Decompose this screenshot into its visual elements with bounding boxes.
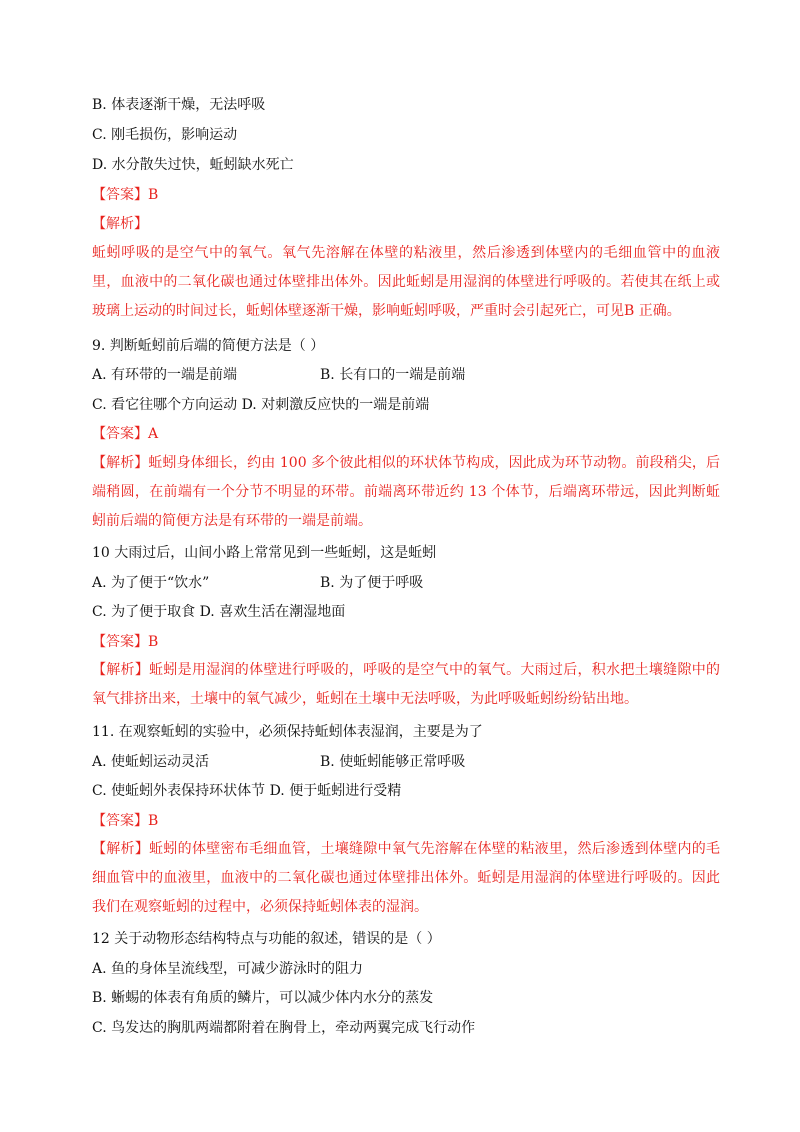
q8-analysis: 蚯蚓呼吸的是空气中的氧气。氧气先溶解在体壁的粘液里，然后渗透到体壁内的毛细血管中的血液里，血液中的二氧化碳也通过体壁排出体外。因此蚯蚓是用湿润的体壁进行呼吸的。若使其在纸上或玻璃上运动的时间过长，蚯蚓体壁逐渐干燥，影响蚯蚓呼吸，严重时会引起死亡，可见B 正确。 <box>92 245 720 319</box>
q8-option-c: C. 刚毛损伤，影响运动 <box>92 127 238 143</box>
q10-option-b: B. 为了便于呼吸 <box>320 575 424 591</box>
q11-stem: 11. 在观察蚯蚓的实验中，必须保持蚯蚓体表湿润，主要是为了 <box>92 724 483 740</box>
q10-answer: 【答案】B <box>92 634 159 650</box>
q8-answer: 【答案】B <box>92 187 159 203</box>
q11-option-a: A. 使蚯蚓运动灵活 <box>92 754 210 770</box>
q8-option-d: D. 水分散失过快，蚯蚓缺水死亡 <box>92 157 294 173</box>
q11-option-b: B. 使蚯蚓能够正常呼吸 <box>320 754 466 770</box>
q12-option-a: A. 鱼的身体呈流线型，可减少游泳时的阻力 <box>92 961 364 977</box>
q8-analysis-label: 【解析】 <box>92 216 148 232</box>
q11-analysis: 【解析】蚯蚓的体壁密布毛细血管，土壤缝隙中氧气先溶解在体壁的粘液里，然后渗透到体壁内的毛细血管中的血液里，血液中的二氧化碳也通过体壁排出体外。蚯蚓是用湿润的体壁进行呼吸的。因此我们在观察蚯蚓的过程中，必须保持蚯蚓体表的湿润。 <box>92 841 720 915</box>
q11-answer: 【答案】B <box>92 813 159 829</box>
q9-answer: 【答案】A <box>92 426 159 442</box>
q10-option-a: A. 为了便于“饮水” <box>92 575 210 591</box>
q8-option-b: B. 体表逐渐干燥，无法呼吸 <box>92 97 266 113</box>
q9-option-cd: C. 看它往哪个方向运动 D. 对刺激反应快的一端是前端 <box>92 397 430 413</box>
q9-option-a: A. 有环带的一端是前端 <box>92 367 238 383</box>
q12-stem: 12 关于动物形态结构特点与功能的叙述，错误的是（ ） <box>92 931 441 947</box>
q12-option-c: C. 鸟发达的胸肌两端都附着在胸骨上，牵动两翼完成飞行动作 <box>92 1020 476 1036</box>
q9-analysis: 【解析】蚯蚓身体细长，约由 100 多个彼此相似的环状体节构成，因此成为环节动物。前段稍尖，后端稍圆，在前端有一个分节不明显的环带。前端离环带近约 13 个体节，后端离环带远，因此判断蚯蚓前后端的简便方法是有环带的一端是前端。 <box>92 455 720 529</box>
q10-option-cd: C. 为了便于取食 D. 喜欢生活在潮湿地面 <box>92 604 346 620</box>
q10-analysis: 【解析】蚯蚓是用湿润的体壁进行呼吸的，呼吸的是空气中的氧气。大雨过后，积水把土壤缝隙中的氧气排挤出来，土壤中的氧气减少，蚯蚓在土壤中无法呼吸，为此呼吸蚯蚓纷纷钻出地。 <box>92 662 720 707</box>
q10-stem: 10 大雨过后，山间小路上常常见到一些蚯蚓，这是蚯蚓 <box>92 545 437 561</box>
q11-option-cd: C. 使蚯蚓外表保持环状体节 D. 便于蚯蚓进行受精 <box>92 783 402 799</box>
q12-option-b: B. 蜥蜴的体表有角质的鳞片，可以减少体内水分的蒸发 <box>92 990 434 1006</box>
q9-option-b: B. 长有口的一端是前端 <box>320 367 466 383</box>
q9-stem: 9. 判断蚯蚓前后端的简便方法是（ ） <box>92 338 325 354</box>
